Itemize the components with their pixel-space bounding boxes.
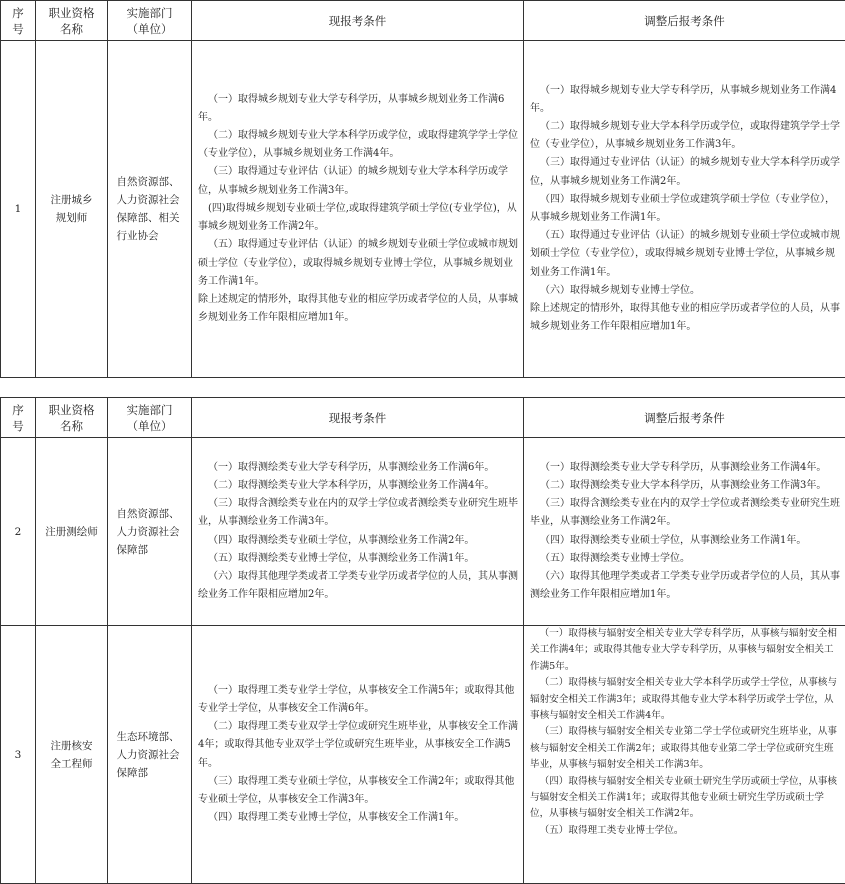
condition-item: （四）取得测绘类专业硕士学位，从事测绘业务工作满2年。 (208, 534, 475, 546)
condition-item: （六）取得其他理学类或者工学类专业学历或者学位的人员，其从事测绘业务工作年限相应增加2年。 (198, 570, 518, 601)
header-name: 职业资格名称 (36, 398, 108, 438)
row-seq: 2 (1, 438, 36, 626)
row-current-conditions (192, 626, 524, 884)
header-current: 现报考条件 (192, 398, 524, 438)
table-row (1, 438, 845, 626)
table-row (1, 626, 845, 884)
row-name: 注册核安全工程师 (36, 626, 108, 884)
row-adjusted-conditions (524, 41, 845, 378)
condition-item: （二）取得测绘类专业大学本科学历，从事测绘业务工作满4年。 (208, 479, 495, 491)
condition-item: （一）取得城乡规划专业大学专科学历，从事城乡规划业务工作满6年。 (198, 93, 505, 123)
row-adjusted-conditions (524, 438, 845, 626)
condition-item: （一）取得核与辐射安全相关专业大学专科学历，从事核与辐射安全相关工作满4年；或取得其他专业大学专科学历，从事核与辐射安全相关工作满5年。 (530, 628, 837, 672)
condition-item: （一）取得理工类专业学士学位，从事核安全工作满5年；或取得其他专业学士学位，从事核安全工作满6年。 (198, 684, 515, 714)
row-seq: 1 (1, 41, 36, 378)
header-seq: 序号 (1, 398, 36, 438)
condition-item: （二）取得测绘类专业大学本科学历，从事测绘业务工作满3年。 (540, 479, 827, 491)
condition-item: （六）取得城乡规划专业博士学位。 (540, 284, 700, 296)
table-header-row (1, 398, 845, 438)
table-row (1, 41, 845, 378)
condition-item: （三）取得含测绘类专业在内的双学士学位或者测绘类专业研究生班毕业，从事测绘业务工作满3年。 (198, 498, 518, 528)
header-adjusted: 调整后报考条件 (524, 1, 845, 41)
condition-item: （三）取得核与辐射安全相关专业第二学士学位或研究生班毕业，从事核与辐射安全相关工作满2年；或取得其他专业第二学士学位或研究生班毕业，从事核与辐射安全相关工作满3年。 (530, 726, 837, 771)
row-seq: 3 (1, 626, 36, 884)
condition-item: 除上述规定的情形外，取得其他专业的相应学历或者学位的人员，从事城乡规划业务工作年限相应增加1年。 (198, 293, 518, 324)
condition-item: （二）取得城乡规划专业大学本科学历或学位，或取得建筑学学士学位（专业学位），从事城乡规划业务工作满4年。 (198, 130, 518, 160)
condition-item: （五）取得通过专业评估（认证）的城乡规划专业硕士学位或城市规划硕士学位（专业学位），或取得城乡规划专业博士学位，从事城乡规划业务工作满1年。 (530, 230, 840, 278)
header-current: 现报考条件 (192, 1, 524, 41)
condition-item: （二）取得核与辐射安全相关专业大学本科学历或学士学位，从事核与辐射安全相关工作满3年；或取得其他专业大学本科学历或学士学位，从事核与辐射安全相关工作满4年。 (530, 677, 837, 722)
table-header-row (1, 1, 845, 41)
condition-item: 除上述规定的情形外，取得其他专业的相应学历或者学位的人员，从事城乡规划业务工作年限相应增加1年。 (530, 303, 840, 333)
condition-item: （一）取得城乡规划专业大学专科学历，从事城乡规划业务工作满4年。 (530, 84, 837, 114)
condition-item: （五）取得理工类专业博士学位。 (539, 824, 684, 836)
header-seq: 序号 (1, 1, 36, 41)
condition-item: （四）取得核与辐射安全相关专业硕士研究生学历或硕士学位，从事核与辐射安全相关工作满1年；或取得其他专业硕士研究生学历或硕士学位，从事核与辐射安全相关工作满2年。 (530, 775, 837, 820)
row-current-conditions (192, 41, 524, 378)
condition-item: （六）取得其他理学类或者工学类专业学历或者学位的人员，其从事测绘业务工作年限相应增加1年。 (530, 570, 840, 601)
condition-item: （五）取得通过专业评估（认证）的城乡规划专业硕士学位或城市规划硕士学位（专业学位），或取得城乡规划专业博士学位，从事城乡规划业务工作满1年。 (198, 239, 518, 287)
row-name: 注册城乡规划师 (36, 41, 108, 378)
condition-item: （二）取得理工类专业双学士学位或研究生班毕业，从事核安全工作满4年；或取得其他专业双学士学位或研究生班毕业，从事核安全工作满5年。 (198, 721, 518, 769)
header-dept: 实施部门（单位） (108, 1, 192, 41)
header-adjusted: 调整后报考条件 (524, 398, 845, 438)
condition-item: （五）取得测绘类专业博士学位。 (540, 552, 690, 564)
condition-item: （四）取得城乡规划专业硕士学位或建筑学硕士学位（专业学位），从事城乡规划业务工作满1年。 (530, 193, 835, 223)
condition-item: （一）取得测绘类专业大学专科学历，从事测绘业务工作满4年。 (540, 461, 827, 473)
condition-item: （三）取得通过专业评估（认证）的城乡规划专业大学本科学历或学位，从事城乡规划业务工作满2年。 (530, 157, 840, 187)
condition-item: （三）取得含测绘类专业在内的双学士学位或者测绘类专业研究生班毕业，从事测绘业务工作满2年。 (530, 498, 840, 528)
condition-item: (四)取得城乡规划专业硕士学位,或取得建筑学硕士学位(专业学位)，从事城乡规划业务工作满2年。 (198, 202, 517, 233)
condition-item: （一）取得测绘类专业大学专科学历，从事测绘业务工作满6年。 (208, 461, 495, 473)
row-name: 注册测绘师 (36, 438, 108, 626)
qualification-table-2 (0, 397, 845, 884)
header-dept: 实施部门（单位） (108, 398, 192, 438)
header-name: 职业资格名称 (36, 1, 108, 41)
condition-item: （五）取得测绘类专业博士学位，从事测绘业务工作满1年。 (208, 552, 475, 564)
row-dept: 自然资源部、人力资源社会保障部 (108, 438, 192, 626)
row-adjusted-conditions (524, 626, 845, 884)
row-dept: 生态环境部、人力资源社会保障部 (108, 626, 192, 884)
condition-item: （三）取得通过专业评估（认证）的城乡规划专业大学本科学历或学位，从事城乡规划业务工作满3年。 (198, 166, 508, 196)
condition-item: （四）取得理工类专业博士学位，从事核安全工作满1年。 (208, 812, 465, 824)
condition-item: （四）取得测绘类专业硕士学位，从事测绘业务工作满1年。 (540, 534, 807, 546)
row-current-conditions (192, 438, 524, 626)
condition-item: （二）取得城乡规划专业大学本科学历或学位，或取得建筑学学士学位（专业学位），从事城乡规划业务工作满3年。 (530, 120, 840, 151)
qualification-table-1 (0, 0, 845, 378)
condition-item: （三）取得理工类专业硕士学位，从事核安全工作满2年；或取得其他专业硕士学位，从事核安全工作满3年。 (198, 775, 515, 805)
row-dept: 自然资源部、人力资源社会保障部、相关行业协会 (108, 41, 192, 378)
